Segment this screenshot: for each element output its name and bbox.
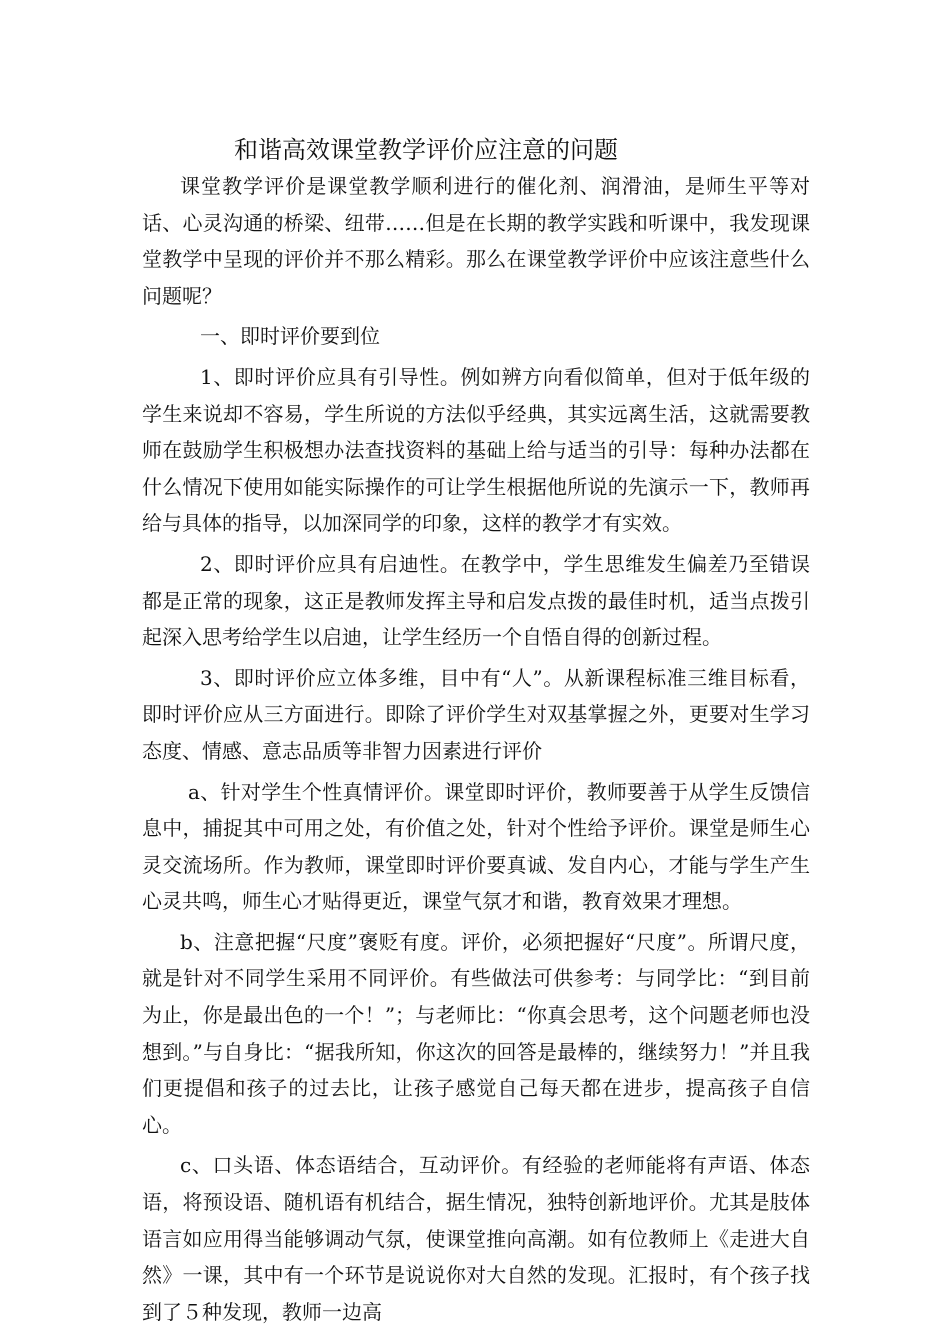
document-page <box>142 132 810 1330</box>
paragraph-point-2: 2、即时评价应具有启迪性。在教学中，学生思维发生偏差乃至错误都是正常的现象，这正是教师发挥主导和启发点拨的最佳时机，适当点拨引起深入思考给学生以启迪，让学生经历一个自悟自得的创新过程。 <box>142 551 810 650</box>
paragraph-point-b: b、注意把握“尺度”褒贬有度。评价，必须把握好“尺度”。所谓尺度，就是针对不同学生采用不同评价。有些做法可供参考：与同学比：“到目前为止，你是最出色的一个！”；与老师比：“你真会思考，这个问题老师也没想到。”与自身比：“据我所知，你这次的回答是最棒的，继续努力！”并且我们更提倡和孩子的过去比，让孩子感觉自己每天都在进步，提高孩子自信心。 <box>142 929 810 1137</box>
paragraph-point-a: a、针对学生个性真情评价。课堂即时评价，教师要善于从学生反馈信息中，捕捉其中可用之处，有价值之处，针对个性给予评价。课堂是师生心灵交流场所。作为教师，课堂即时评价要真诚、发自内心，才能与学生产生心灵共鸣，师生心才贴得更近，课堂气氛才和谐，教育效果才理想。 <box>142 779 810 914</box>
intro-paragraph: 课堂教学评价是课堂教学顺利进行的催化剂、润滑油，是师生平等对话、心灵沟通的桥梁、纽带……但是在长期的教学实践和听课中，我发现课堂教学中呈现的评价并不那么精彩。那么在课堂教学评价中应该注意些什么问题呢？ <box>142 174 810 308</box>
paragraph-point-3: 3、即时评价应立体多维，目中有“人”。从新课程标准三维目标看，即时评价应从三方面进行。即除了评价学生对双基掌握之外，更要对生学习态度、情感、意志品质等非智力因素进行评价 <box>142 665 810 763</box>
document-title: 和谐高效课堂教学评价应注意的问题 <box>234 136 618 164</box>
section-heading-1: 一、即时评价要到位 <box>200 324 380 349</box>
paragraph-point-1: 1、即时评价应具有引导性。例如辨方向看似简单，但对于低年级的学生来说却不容易，学生所说的方法似乎经典，其实远离生活，这就需要教师在鼓励学生积极想办法查找资料的基础上给与适当的引导：每种办法都在什么情况下使用如能实际操作的可让学生根据他所说的先演示一下，教师再给与具体的指导，以加深同学的印象，这样的教学才有实效。 <box>142 364 810 536</box>
paragraph-point-c: c、口头语、体态语结合，互动评价。有经验的老师能将有声语、体态语，将预设语、随机语有机结合，据生情况，独特创新地评价。尤其是肢体语言如应用得当能够调动气氛，使课堂推向高潮。如有位教师上《走进大自然》一课，其中有一个环节是说说你对大自然的发现。汇报时，有个孩子找到了５种发现，教师一边高 <box>142 1153 810 1324</box>
